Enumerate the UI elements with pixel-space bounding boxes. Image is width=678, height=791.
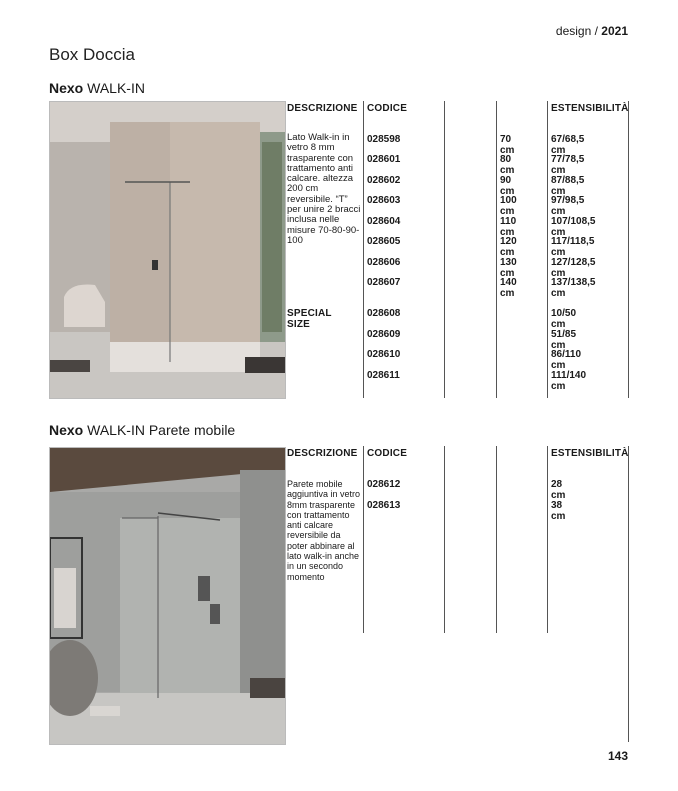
table-cell-size: 70 cm — [500, 134, 515, 156]
table-cell-ext: 51/85 cm — [551, 329, 577, 351]
table-cell-size: 140 cm — [500, 277, 517, 299]
table-cell-code: 028611 — [367, 370, 400, 381]
table-cell-code: 028606 — [367, 257, 401, 268]
col-header-estensibilita: ESTENSIBILITÀ — [551, 103, 629, 114]
table-cell-ext: 97/98,5 cm — [551, 195, 585, 217]
table-cell-ext: 137/138,5 cm — [551, 277, 596, 299]
table-cell-ext: 10/50 cm — [551, 308, 577, 330]
table-cell-size: 110 cm — [500, 216, 517, 238]
section2-title — [49, 422, 235, 438]
table-cell-code: 028608 — [367, 308, 401, 319]
table-cell-ext: 67/68,5 cm — [551, 134, 585, 156]
table-cell-ext: 111/140 cm — [551, 370, 587, 392]
table-cell-code: 028598 — [367, 134, 401, 145]
parete-mobile-photo — [49, 447, 286, 745]
page-header — [556, 24, 628, 38]
page-number: 143 — [607, 749, 628, 763]
table-cell-code: 028603 — [367, 195, 401, 206]
header-prefix: design / — [555, 24, 602, 38]
table-cell-code: 028612 — [367, 479, 401, 490]
special-size-label: SPECIAL SIZE — [287, 308, 332, 330]
table-cell-size: 120 cm — [500, 236, 517, 258]
table-cell-ext: 77/78,5 cm — [551, 154, 585, 176]
table-cell-size: 100 cm — [500, 195, 517, 217]
section1-brand: Nexo — [49, 80, 84, 96]
section1-name: WALK-IN — [83, 80, 145, 96]
table-cell-size: 90 cm — [500, 175, 515, 197]
table-cell-ext: 117/118,5 cm — [551, 236, 595, 258]
section2-brand: Nexo — [49, 422, 84, 438]
table-cell-code: 028609 — [367, 329, 401, 340]
table-cell-code: 028613 — [367, 500, 401, 511]
table-cell-size: 130 cm — [500, 257, 517, 279]
table-cell-code: 028605 — [367, 236, 401, 247]
table-cell-code: 028601 — [367, 154, 401, 165]
table-cell-size: 80 cm — [500, 154, 515, 176]
section1-description: Lato Walk-in in vetro 8 mm trasparente con trattamento anti calcare. altezza 200 cm reversibile. “T” per unire 2 bracci inclusa nelle misure 70-80-90-100 — [287, 132, 361, 246]
table-cell-ext: 86/110 cm — [551, 349, 582, 371]
table-cell-code: 028607 — [367, 277, 401, 288]
table-cell-ext: 38 cm — [551, 500, 566, 522]
col-header-codice: CODICE — [367, 103, 408, 114]
section1-title — [49, 80, 145, 96]
table-cell-ext: 28 cm — [551, 479, 566, 501]
table-cell-code: 028604 — [367, 216, 401, 227]
section2-name: WALK-IN Parete mobile — [83, 422, 236, 438]
section2-description: Parete mobile aggiuntiva in vetro 8mm trasparente con trattamento anti calcare reversibile da poter abbinare al lato walk-in anche in un secondo momento — [287, 479, 361, 582]
table-cell-ext: 107/108,5 cm — [551, 216, 596, 238]
col-header-descrizione: DESCRIZIONE — [287, 448, 358, 459]
col-header-estensibilita: ESTENSIBILITÀ — [551, 448, 629, 459]
table-cell-code: 028602 — [367, 175, 401, 186]
page-title: Box Doccia — [49, 45, 135, 64]
table-cell-ext: 127/128,5 cm — [551, 257, 596, 279]
col-header-descrizione: DESCRIZIONE — [287, 103, 358, 114]
table-cell-code: 028610 — [367, 349, 401, 360]
table-cell-ext: 87/88,5 cm — [551, 175, 585, 197]
header-year: 2021 — [601, 24, 628, 38]
col-header-codice: CODICE — [367, 448, 408, 459]
walk-in-shower-photo — [49, 101, 286, 399]
